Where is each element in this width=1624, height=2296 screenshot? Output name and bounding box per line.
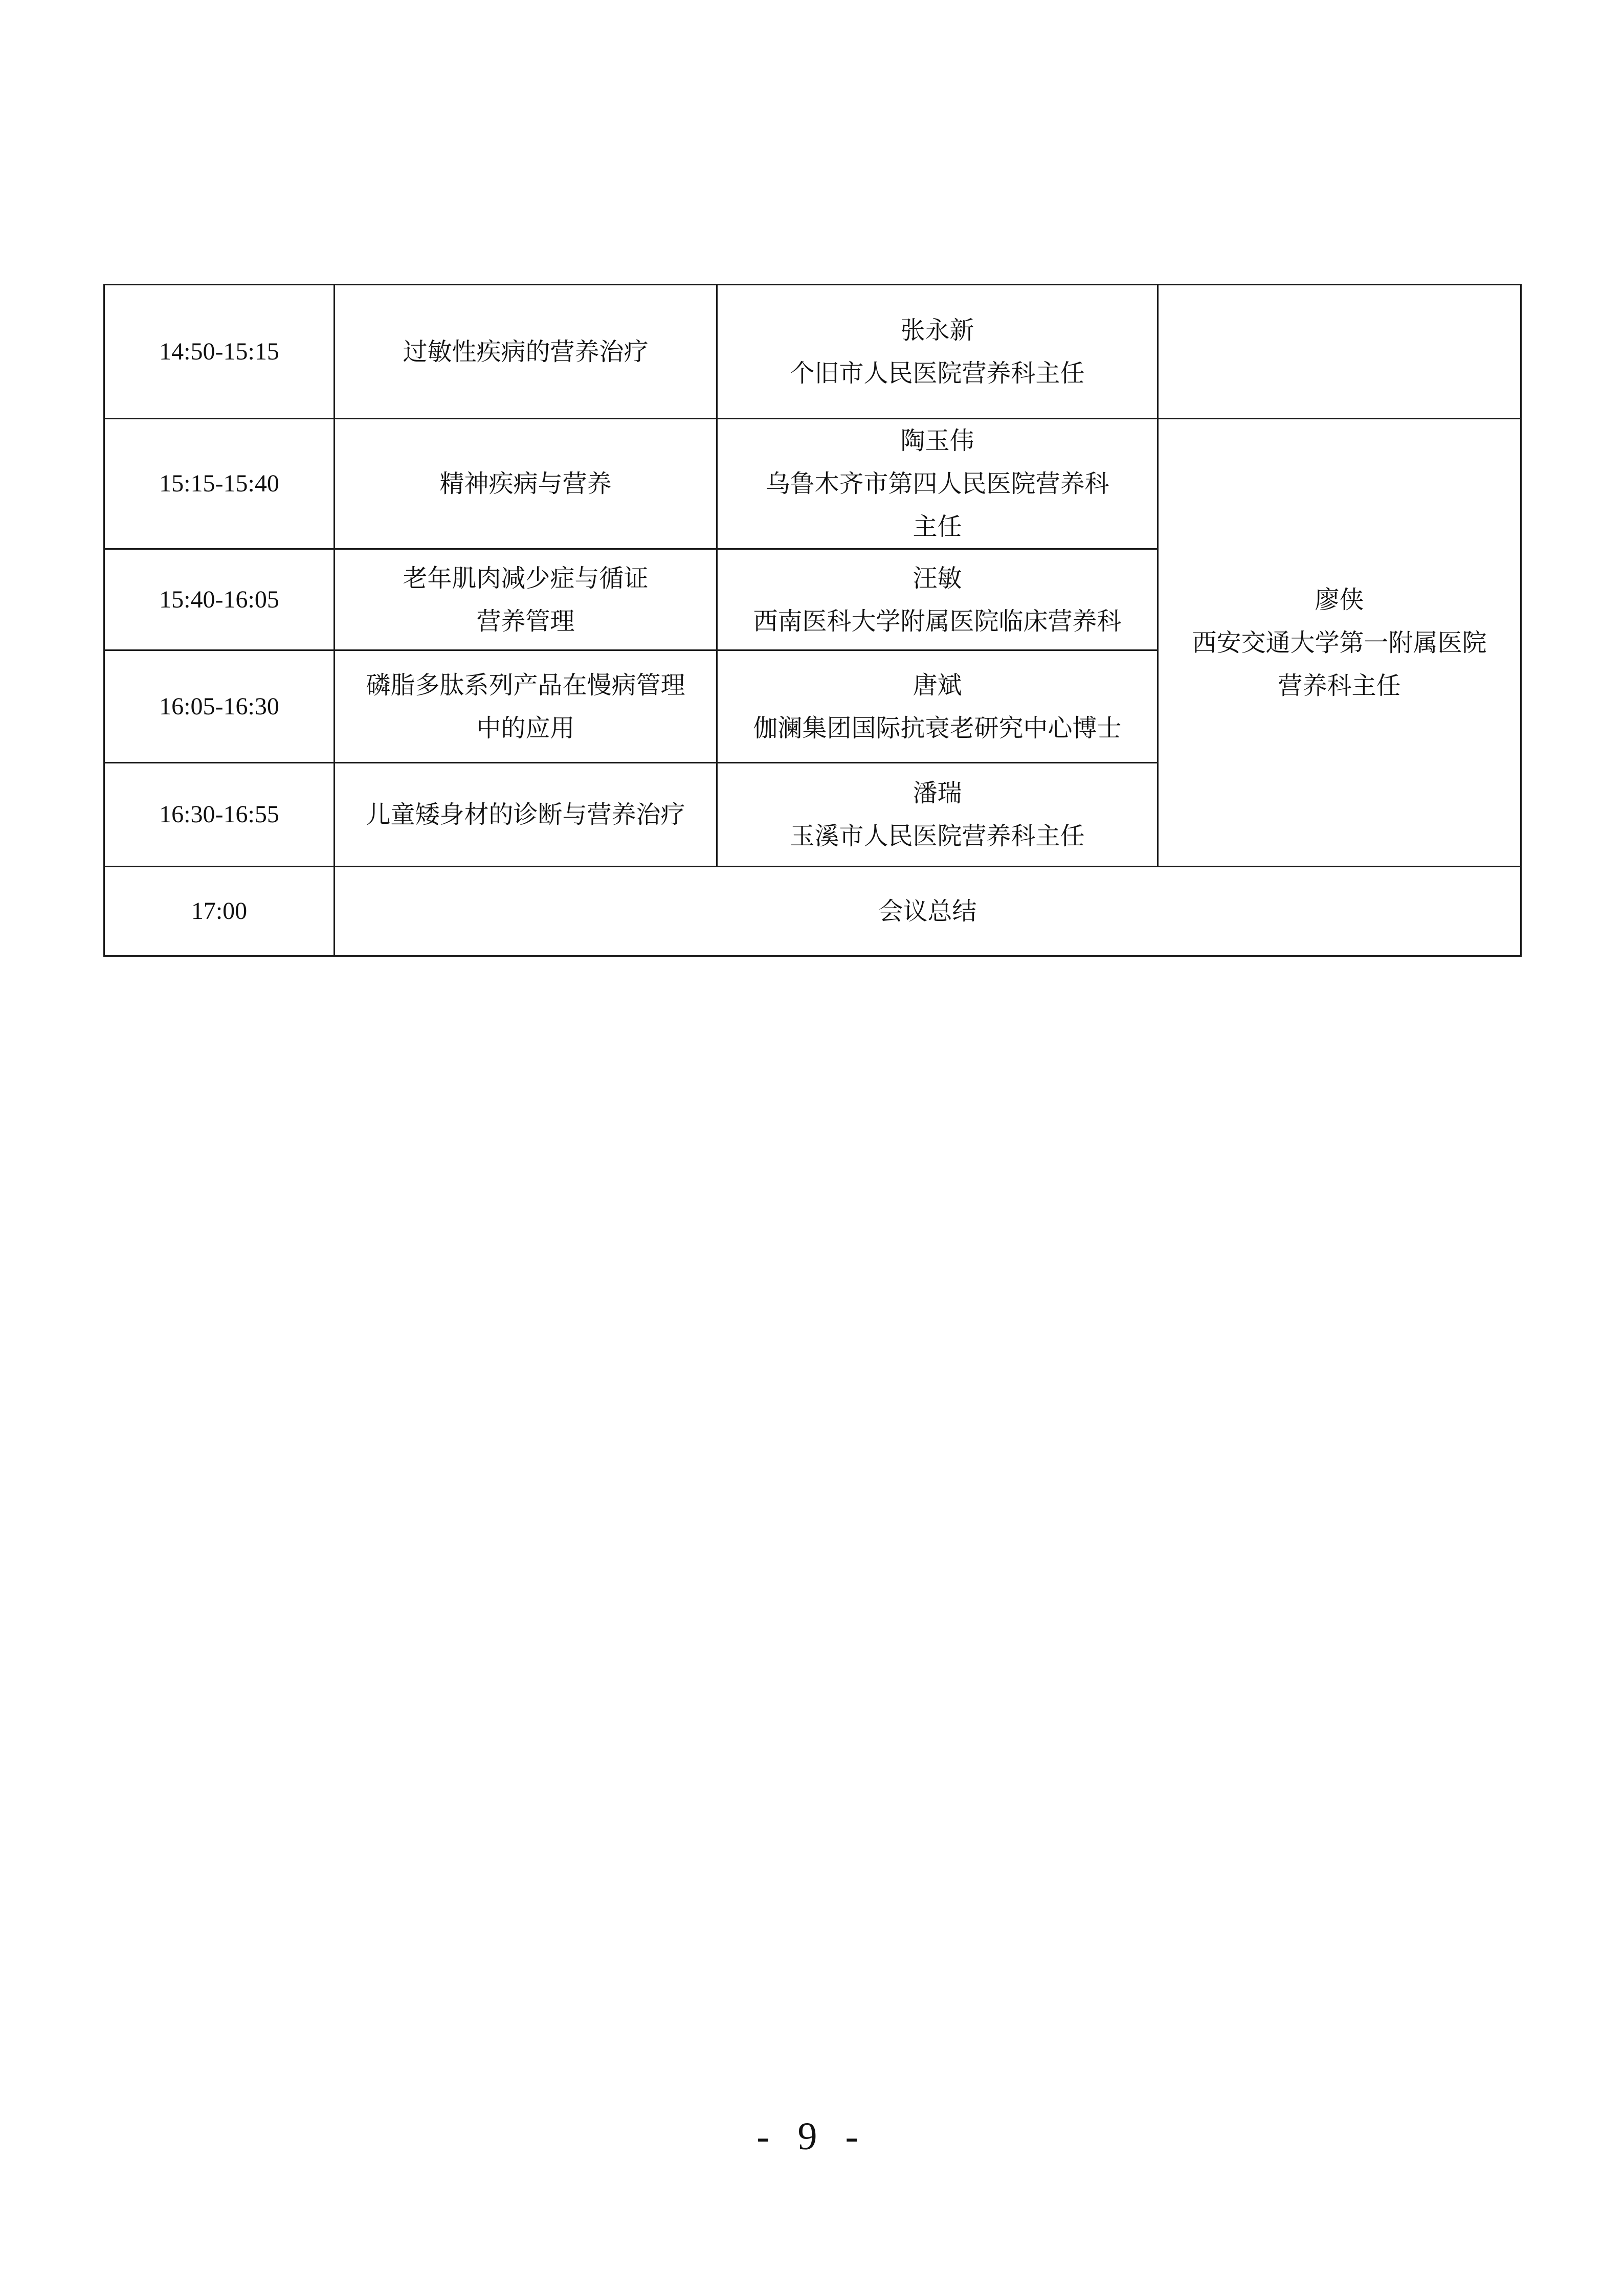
session-topic bbox=[335, 419, 717, 549]
speaker-affiliation: 主任 bbox=[913, 512, 962, 541]
session-speaker bbox=[717, 285, 1158, 419]
session-topic bbox=[335, 650, 717, 763]
speaker-name: 陶玉伟 bbox=[900, 426, 974, 455]
moderator-affiliation: 营养科主任 bbox=[1278, 671, 1401, 700]
page-number: - 9 - bbox=[757, 2115, 867, 2158]
topic-line: 儿童矮身材的诊断与营养治疗 bbox=[366, 800, 685, 829]
topic-line: 过敏性疾病的营养治疗 bbox=[403, 337, 649, 366]
topic-line: 老年肌肉减少症与循证 bbox=[403, 564, 649, 593]
topic-line: 营养管理 bbox=[476, 606, 575, 636]
moderator-cell-empty bbox=[1158, 285, 1521, 419]
session-speaker bbox=[717, 419, 1158, 549]
speaker-affiliation: 伽澜集团国际抗衰老研究中心博士 bbox=[753, 713, 1122, 742]
session-speaker bbox=[717, 763, 1158, 867]
moderator-name: 廖侠 bbox=[1315, 585, 1364, 614]
speaker-affiliation: 玉溪市人民医院营养科主任 bbox=[790, 822, 1085, 850]
session-topic bbox=[335, 763, 717, 867]
session-time: 15:40-16:05 bbox=[104, 549, 335, 650]
session-topic bbox=[335, 285, 717, 419]
speaker-name: 唐斌 bbox=[913, 670, 962, 700]
topic-line: 中的应用 bbox=[476, 713, 575, 742]
session-time: 16:30-16:55 bbox=[104, 763, 335, 867]
session-time: 14:50-15:15 bbox=[104, 285, 335, 419]
table-row bbox=[104, 419, 1521, 549]
topic-line: 精神疾病与营养 bbox=[439, 469, 612, 498]
session-speaker bbox=[717, 650, 1158, 763]
session-topic bbox=[335, 549, 717, 650]
moderator-affiliation: 西安交通大学第一附属医院 bbox=[1192, 628, 1487, 657]
closing-label: 会议总结 bbox=[335, 867, 1521, 956]
topic-line: 磷脂多肽系列产品在慢病管理 bbox=[366, 670, 685, 700]
speaker-name: 张永新 bbox=[900, 316, 974, 345]
speaker-affiliation: 乌鲁木齐市第四人民医院营养科 bbox=[765, 469, 1109, 498]
table-row bbox=[104, 285, 1521, 419]
moderator-cell bbox=[1158, 419, 1521, 867]
speaker-name: 汪敏 bbox=[913, 564, 962, 593]
agenda-table bbox=[103, 284, 1522, 957]
session-time: 16:05-16:30 bbox=[104, 650, 335, 763]
closing-time: 17:00 bbox=[104, 867, 335, 956]
speaker-affiliation: 西南医科大学附属医院临床营养科 bbox=[753, 606, 1122, 636]
session-speaker bbox=[717, 549, 1158, 650]
session-time: 15:15-15:40 bbox=[104, 419, 335, 549]
speaker-affiliation: 个旧市人民医院营养科主任 bbox=[790, 358, 1085, 388]
table-row bbox=[104, 867, 1521, 956]
speaker-name: 潘瑞 bbox=[913, 779, 962, 807]
